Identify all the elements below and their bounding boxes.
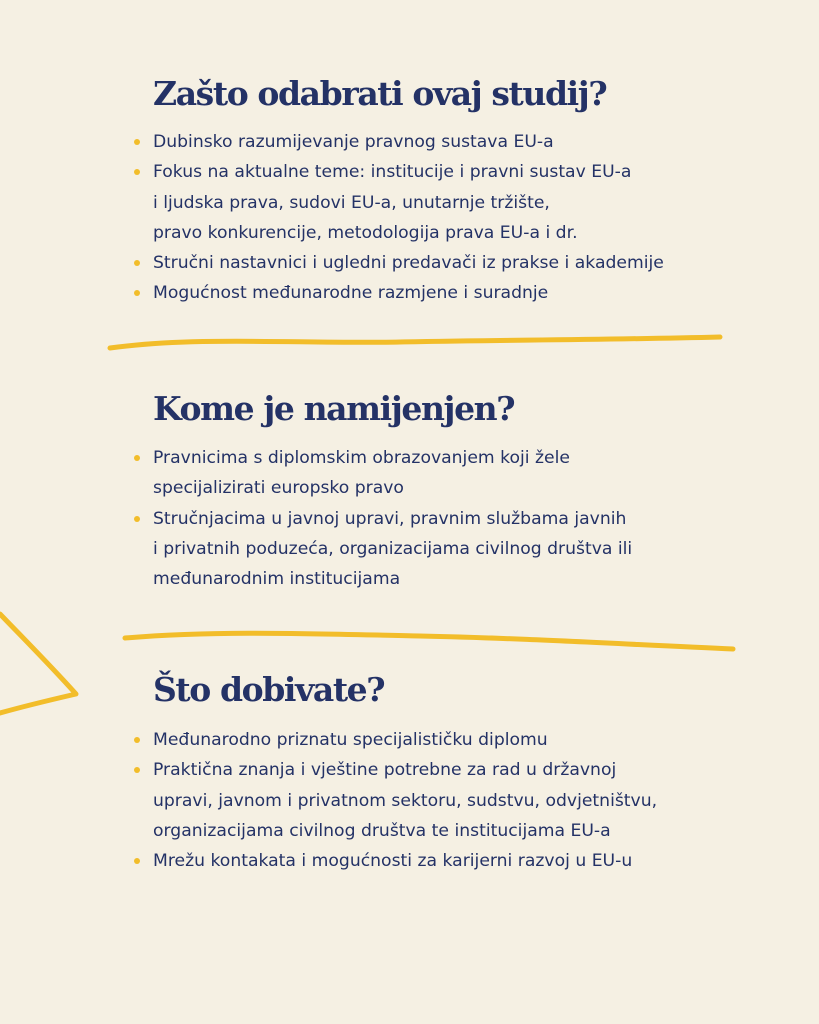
list-item-line: međunarodnim institucijama: [153, 569, 401, 590]
list-item: [153, 127, 664, 157]
list-item: [153, 248, 664, 278]
list-item-line: Dubinsko razumijevanje pravnog sustava EU-a: [153, 132, 554, 152]
outcome-list: [153, 725, 657, 876]
list-item: [153, 278, 664, 308]
list-item-line: i ljudska prava, sudovi EU-a, unutarnje tržište,: [153, 192, 550, 213]
triangle-stroke: [0, 614, 76, 713]
list-item-line: Stručni nastavnici i ugledni predavači iz prakse i akademije: [153, 253, 664, 274]
list-item: [153, 755, 657, 846]
benefit-list: [153, 127, 664, 309]
list-item-line: i privatnih poduzeća, organizacijama civilnog društva ili: [153, 538, 633, 559]
list-item-line: Pravnicima s diplomskim obrazovanjem koji žele: [153, 448, 570, 468]
list-item: [153, 725, 657, 755]
list-item-line: Mrežu kontakata i mogućnosti za karijerni razvoj u EU-u: [153, 851, 633, 872]
list-item: [153, 504, 632, 595]
section-title: Što dobivate?: [153, 670, 385, 709]
list-item-line: Praktična znanja i vještine potrebne za rad u državnoj: [153, 760, 617, 781]
list-item: [153, 157, 664, 248]
list-item-line: upravi, javnom i privatnom sektoru, sudstvu, odvjetništvu,: [153, 790, 658, 811]
audience-list: [153, 443, 632, 594]
wavy-divider-1: [110, 337, 720, 348]
list-item: [153, 443, 632, 504]
list-item-line: Stručnjacima u javnoj upravi, pravnim službama javnih: [153, 508, 627, 529]
section-title: Zašto odabrati ovaj studij?: [153, 74, 607, 113]
list-item-line: Međunarodno priznatu specijalističku diplomu: [153, 730, 548, 750]
list-item-line: Fokus na aktualne teme: institucije i pravni sustav EU-a: [153, 162, 632, 183]
section-title: Kome je namijenjen?: [153, 389, 515, 428]
list-item: [153, 846, 657, 876]
list-item-line: pravo konkurencije, metodologija prava EU-a i dr.: [153, 222, 578, 243]
list-item-line: specijalizirati europsko pravo: [153, 478, 404, 499]
list-item-line: organizacijama civilnog društva te institucijama EU-a: [153, 820, 611, 841]
wavy-divider-2: [125, 633, 733, 649]
list-item-line: Mogućnost međunarodne razmjene i suradnje: [153, 283, 549, 304]
